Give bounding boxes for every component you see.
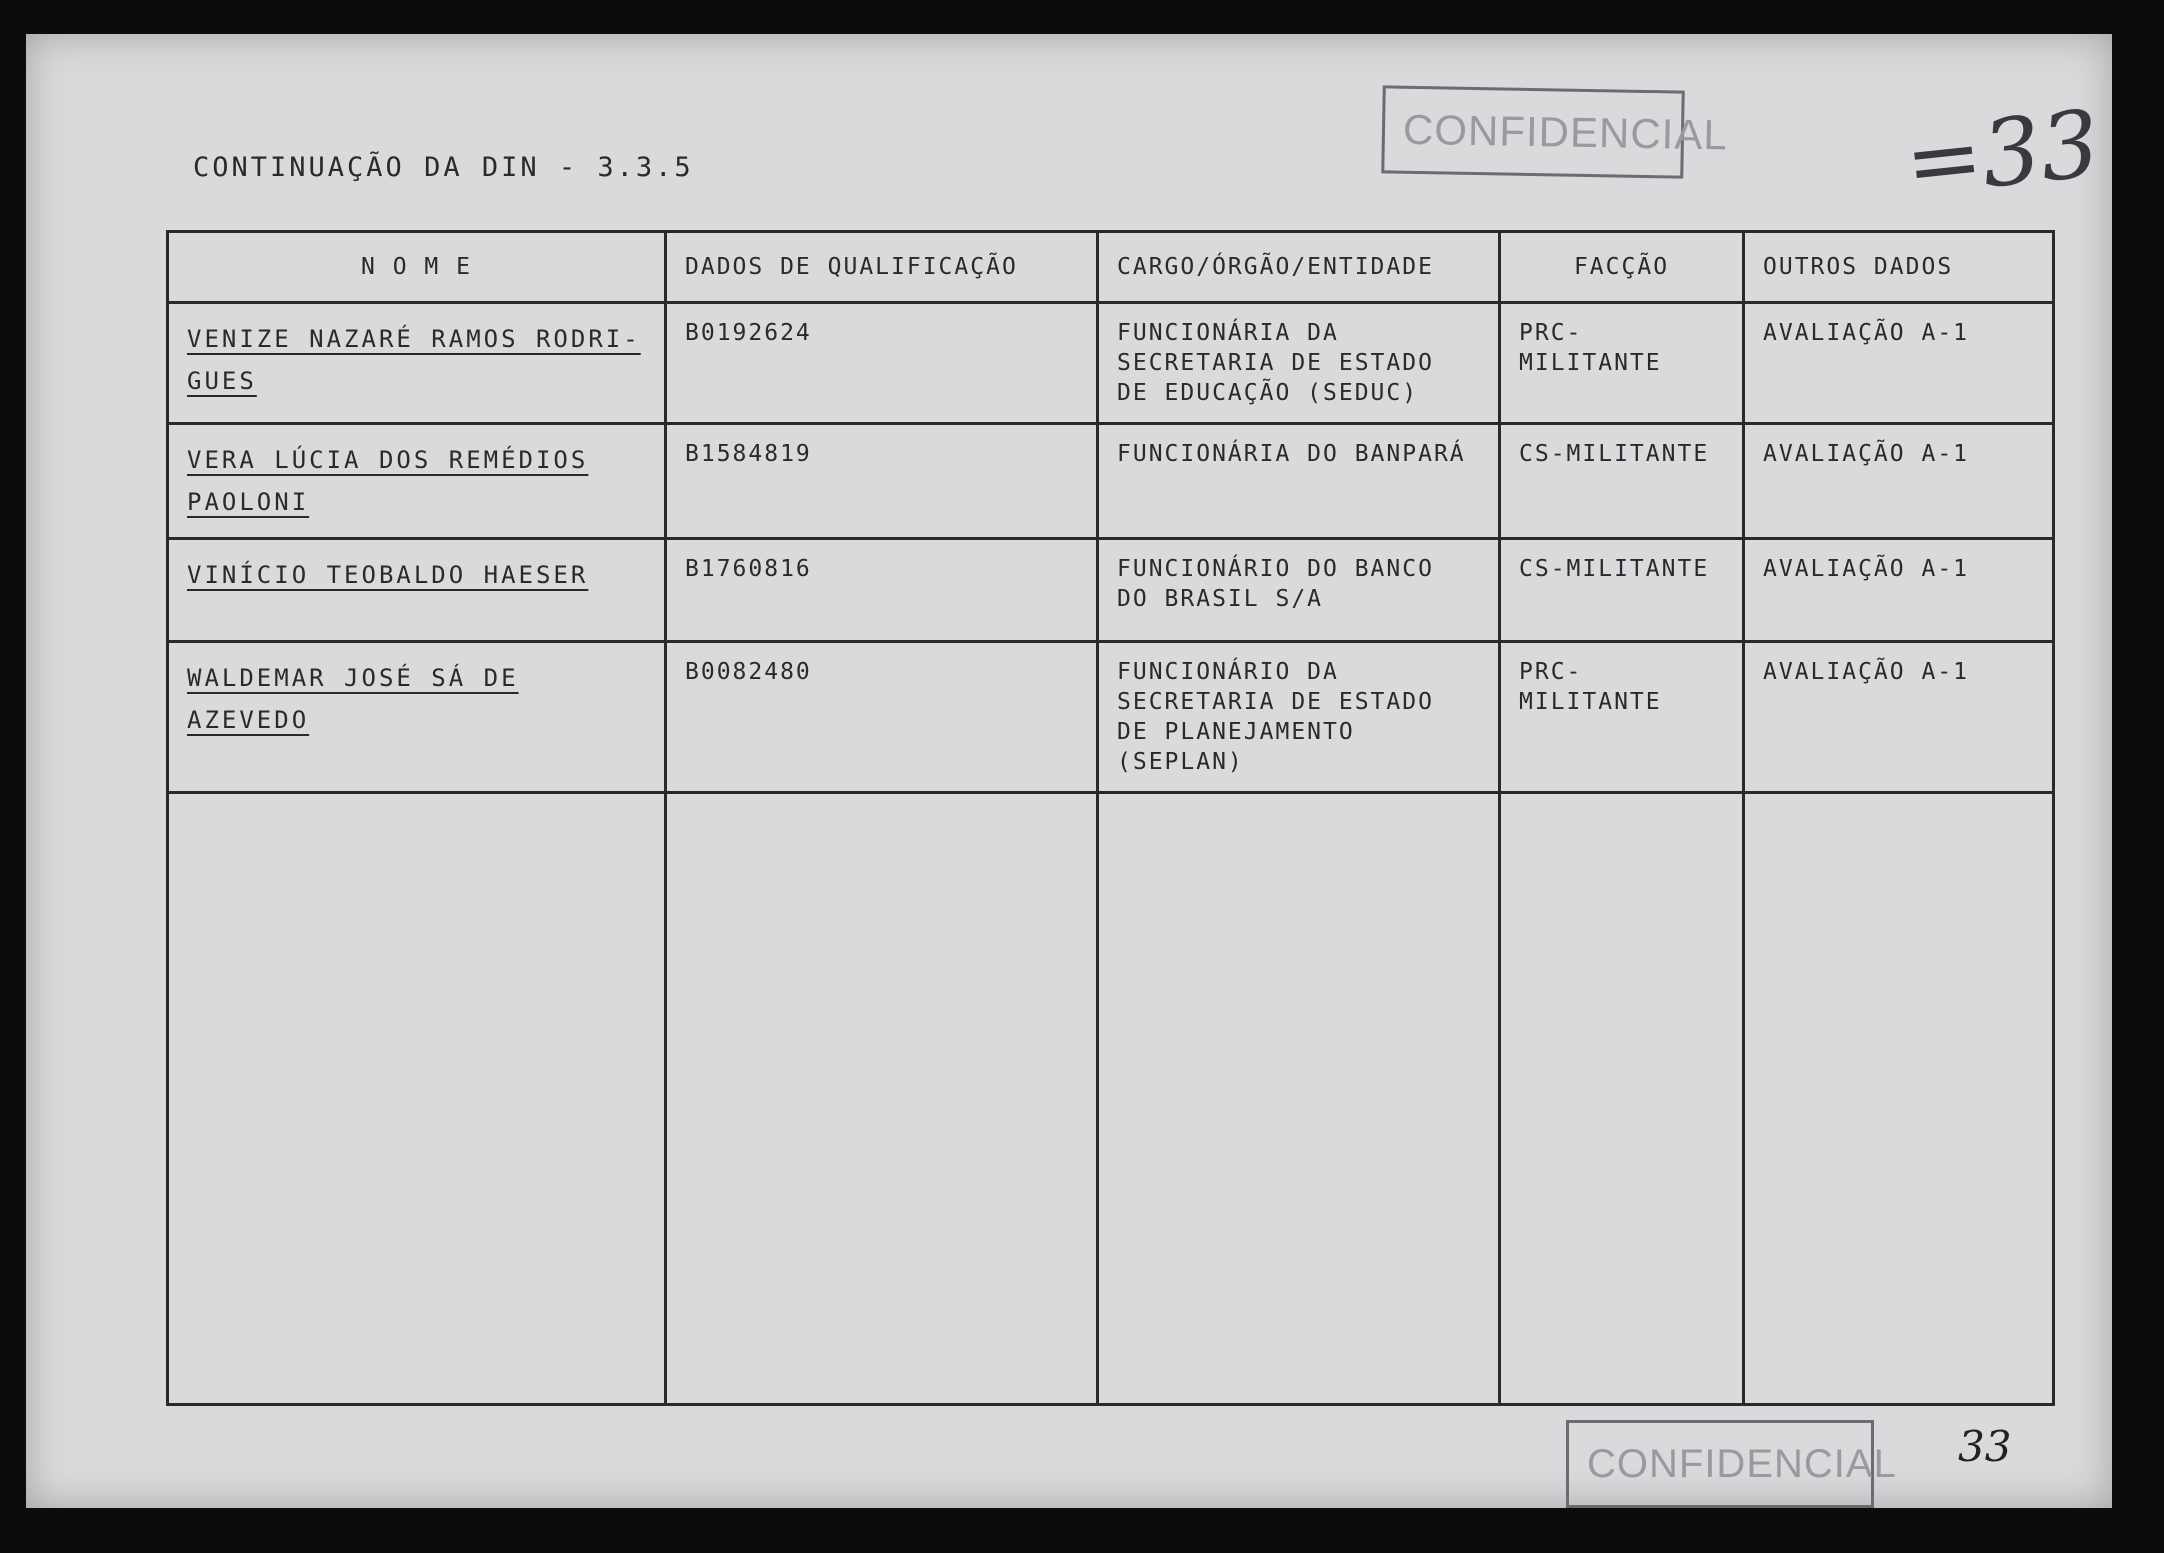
cell-dados: B1584819	[666, 424, 1098, 539]
table-header-row	[168, 232, 2054, 303]
column-header-nome: N O M E	[168, 232, 666, 303]
cell-faccao: PRC-MILITANTE	[1500, 303, 1744, 424]
cell-cargo: FUNCIONÁRIO DA SECRETARIA DE ESTADO DE PLANEJAMENTO (SEPLAN)	[1098, 642, 1500, 793]
column-header-dados: DADOS DE QUALIFICAÇÃO	[666, 232, 1098, 303]
cell-empty	[666, 793, 1098, 1405]
cell-nome: VENIZE NAZARÉ RAMOS RODRI-GUES	[168, 303, 666, 424]
cell-empty	[1744, 793, 2054, 1405]
cell-outros: AVALIAÇÃO A-1	[1744, 642, 2054, 793]
cell-dados: B1760816	[666, 539, 1098, 642]
cell-empty	[1500, 793, 1744, 1405]
confidential-stamp-bottom: CONFIDENCIAL	[1566, 1420, 1874, 1508]
cell-outros: AVALIAÇÃO A-1	[1744, 539, 2054, 642]
cell-faccao: CS-MILITANTE	[1500, 424, 1744, 539]
cell-dados: B0192624	[666, 303, 1098, 424]
page-number: 33	[1958, 1422, 2012, 1471]
document-header: CONTINUAÇÃO DA DIN - 3.3.5	[193, 152, 694, 183]
cell-empty	[1098, 793, 1500, 1405]
table-row	[168, 303, 2054, 424]
cell-nome: VERA LÚCIA DOS REMÉDIOS PAOLONI	[168, 424, 666, 539]
handwritten-page-mark: =33	[1899, 90, 2105, 217]
table-row	[168, 642, 2054, 793]
cell-cargo: FUNCIONÁRIA DA SECRETARIA DE ESTADO DE EDUCAÇÃO (SEDUC)	[1098, 303, 1500, 424]
cell-dados: B0082480	[666, 642, 1098, 793]
table-row-empty	[168, 793, 2054, 1405]
table-row	[168, 539, 2054, 642]
cell-empty	[168, 793, 666, 1405]
cell-cargo: FUNCIONÁRIO DO BANCO DO BRASIL S/A	[1098, 539, 1500, 642]
cell-faccao: PRC-MILITANTE	[1500, 642, 1744, 793]
confidential-stamp-top: CONFIDENCIAL	[1381, 85, 1684, 178]
cell-outros: AVALIAÇÃO A-1	[1744, 303, 2054, 424]
column-header-faccao: FACÇÃO	[1500, 232, 1744, 303]
column-header-cargo: CARGO/ÓRGÃO/ENTIDADE	[1098, 232, 1500, 303]
column-header-outros: OUTROS DADOS	[1744, 232, 2054, 303]
cell-nome: WALDEMAR JOSÉ SÁ DE AZEVEDO	[168, 642, 666, 793]
cell-cargo: FUNCIONÁRIA DO BANPARÁ	[1098, 424, 1500, 539]
cell-faccao: CS-MILITANTE	[1500, 539, 1744, 642]
cell-nome: VINÍCIO TEOBALDO HAESER	[168, 539, 666, 642]
cell-outros: AVALIAÇÃO A-1	[1744, 424, 2054, 539]
table-row	[168, 424, 2054, 539]
persons-table	[166, 230, 2055, 1406]
